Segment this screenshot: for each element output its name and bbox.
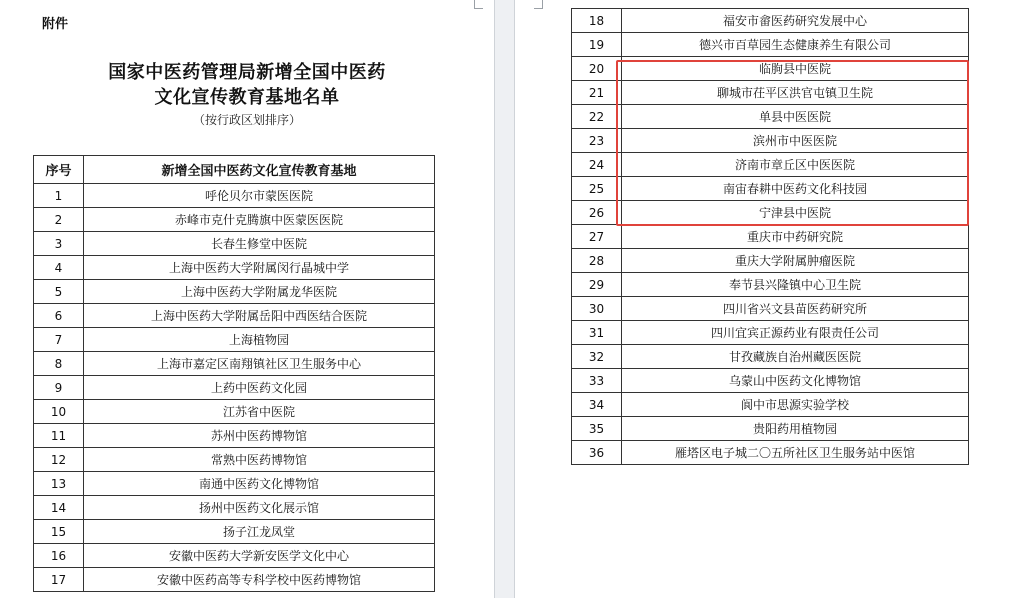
row-serial-number: 3 bbox=[34, 232, 84, 256]
row-base-name: 贵阳药用植物园 bbox=[622, 417, 969, 441]
table-row bbox=[34, 352, 435, 376]
row-serial-number: 36 bbox=[572, 441, 622, 465]
row-serial-number: 19 bbox=[572, 33, 622, 57]
row-base-name: 上海植物园 bbox=[84, 328, 435, 352]
row-base-name: 扬子江龙凤堂 bbox=[84, 520, 435, 544]
row-base-name: 福安市畲医药研究发展中心 bbox=[622, 9, 969, 33]
table-row bbox=[34, 448, 435, 472]
document-subtitle: （按行政区划排序） bbox=[192, 113, 301, 127]
row-serial-number: 1 bbox=[34, 184, 84, 208]
row-serial-number: 5 bbox=[34, 280, 84, 304]
row-base-name: 四川省兴文县苗医药研究所 bbox=[622, 297, 969, 321]
row-base-name: 苏州中医药博物馆 bbox=[84, 424, 435, 448]
page-corner-mark-left bbox=[474, 0, 483, 9]
row-base-name: 上海中医药大学附属龙华医院 bbox=[84, 280, 435, 304]
row-serial-number: 29 bbox=[572, 273, 622, 297]
table-row bbox=[34, 328, 435, 352]
table-row bbox=[34, 520, 435, 544]
row-serial-number: 30 bbox=[572, 297, 622, 321]
row-serial-number: 15 bbox=[34, 520, 84, 544]
header-serial-number: 序号 bbox=[34, 156, 84, 184]
row-base-name: 上海市嘉定区南翔镇社区卫生服务中心 bbox=[84, 352, 435, 376]
row-serial-number: 34 bbox=[572, 393, 622, 417]
row-serial-number: 7 bbox=[34, 328, 84, 352]
table-row bbox=[572, 345, 969, 369]
row-serial-number: 20 bbox=[572, 57, 622, 81]
row-serial-number: 18 bbox=[572, 9, 622, 33]
row-serial-number: 6 bbox=[34, 304, 84, 328]
table-row bbox=[34, 400, 435, 424]
table-row bbox=[34, 232, 435, 256]
row-serial-number: 11 bbox=[34, 424, 84, 448]
row-serial-number: 33 bbox=[572, 369, 622, 393]
table-row bbox=[572, 393, 969, 417]
row-base-name: 安徽中医药大学新安医学文化中心 bbox=[84, 544, 435, 568]
row-serial-number: 9 bbox=[34, 376, 84, 400]
header-base-name: 新增全国中医药文化宣传教育基地 bbox=[84, 156, 435, 184]
table-row bbox=[572, 369, 969, 393]
table-row bbox=[572, 129, 969, 153]
table-row bbox=[572, 153, 969, 177]
row-serial-number: 28 bbox=[572, 249, 622, 273]
row-base-name: 宁津县中医院 bbox=[622, 201, 969, 225]
table-row bbox=[34, 376, 435, 400]
table-row bbox=[572, 177, 969, 201]
row-serial-number: 35 bbox=[572, 417, 622, 441]
row-base-name: 滨州市中医医院 bbox=[622, 129, 969, 153]
table-row bbox=[572, 33, 969, 57]
row-base-name: 临朐县中医院 bbox=[622, 57, 969, 81]
table-row bbox=[572, 81, 969, 105]
row-serial-number: 16 bbox=[34, 544, 84, 568]
base-list-table-left bbox=[33, 155, 435, 592]
table-row bbox=[572, 225, 969, 249]
table-row bbox=[34, 472, 435, 496]
row-serial-number: 14 bbox=[34, 496, 84, 520]
table-row bbox=[572, 105, 969, 129]
row-base-name: 扬州中医药文化展示馆 bbox=[84, 496, 435, 520]
row-base-name: 常熟中医药博物馆 bbox=[84, 448, 435, 472]
row-base-name: 济南市章丘区中医医院 bbox=[622, 153, 969, 177]
row-base-name: 呼伦贝尔市蒙医医院 bbox=[84, 184, 435, 208]
table-row bbox=[572, 417, 969, 441]
row-serial-number: 2 bbox=[34, 208, 84, 232]
row-base-name: 德兴市百草园生态健康养生有限公司 bbox=[622, 33, 969, 57]
row-serial-number: 10 bbox=[34, 400, 84, 424]
row-serial-number: 32 bbox=[572, 345, 622, 369]
document-title-line1: 国家中医药管理局新增全国中医药 bbox=[108, 62, 386, 83]
row-base-name: 江苏省中医院 bbox=[84, 400, 435, 424]
row-base-name: 甘孜藏族自治州藏医医院 bbox=[622, 345, 969, 369]
table-row bbox=[34, 208, 435, 232]
table-row bbox=[572, 441, 969, 465]
table-row bbox=[572, 321, 969, 345]
row-serial-number: 21 bbox=[572, 81, 622, 105]
row-serial-number: 26 bbox=[572, 201, 622, 225]
table-row bbox=[34, 424, 435, 448]
table-row bbox=[34, 256, 435, 280]
row-base-name: 上药中医药文化园 bbox=[84, 376, 435, 400]
row-base-name: 雁塔区电子城二〇五所社区卫生服务站中医馆 bbox=[622, 441, 969, 465]
row-serial-number: 27 bbox=[572, 225, 622, 249]
row-base-name: 奉节县兴隆镇中心卫生院 bbox=[622, 273, 969, 297]
table-row bbox=[572, 273, 969, 297]
row-base-name: 南宙春耕中医药文化科技园 bbox=[622, 177, 969, 201]
row-serial-number: 17 bbox=[34, 568, 84, 592]
row-serial-number: 8 bbox=[34, 352, 84, 376]
row-base-name: 上海中医药大学附属闵行晶城中学 bbox=[84, 256, 435, 280]
row-base-name: 重庆大学附属肿瘤医院 bbox=[622, 249, 969, 273]
table-row bbox=[34, 280, 435, 304]
table-row bbox=[34, 496, 435, 520]
document-title-line2: 文化宣传教育基地名单 bbox=[154, 87, 340, 108]
row-base-name: 乌蒙山中医药文化博物馆 bbox=[622, 369, 969, 393]
row-serial-number: 23 bbox=[572, 129, 622, 153]
row-serial-number: 25 bbox=[572, 177, 622, 201]
table-row bbox=[34, 568, 435, 592]
table-header-row bbox=[34, 156, 435, 184]
table-row bbox=[34, 544, 435, 568]
row-base-name: 南通中医药文化博物馆 bbox=[84, 472, 435, 496]
attachment-label: 附件 bbox=[42, 17, 69, 32]
row-serial-number: 22 bbox=[572, 105, 622, 129]
table-row bbox=[34, 184, 435, 208]
row-base-name: 重庆市中药研究院 bbox=[622, 225, 969, 249]
row-base-name: 长春生修堂中医院 bbox=[84, 232, 435, 256]
row-base-name: 阆中市思源实验学校 bbox=[622, 393, 969, 417]
row-serial-number: 31 bbox=[572, 321, 622, 345]
row-base-name: 四川宜宾正源药业有限责任公司 bbox=[622, 321, 969, 345]
row-serial-number: 12 bbox=[34, 448, 84, 472]
table-row bbox=[34, 304, 435, 328]
row-base-name: 赤峰市克什克腾旗中医蒙医医院 bbox=[84, 208, 435, 232]
table-row bbox=[572, 249, 969, 273]
row-base-name: 上海中医药大学附属岳阳中西医结合医院 bbox=[84, 304, 435, 328]
table-row bbox=[572, 57, 969, 81]
row-serial-number: 24 bbox=[572, 153, 622, 177]
base-list-table-right bbox=[571, 8, 969, 465]
row-serial-number: 4 bbox=[34, 256, 84, 280]
table-row bbox=[572, 201, 969, 225]
row-base-name: 聊城市茌平区洪官屯镇卫生院 bbox=[622, 81, 969, 105]
page-corner-mark-right bbox=[534, 0, 543, 9]
row-serial-number: 13 bbox=[34, 472, 84, 496]
row-base-name: 单县中医医院 bbox=[622, 105, 969, 129]
table-row bbox=[572, 9, 969, 33]
table-row bbox=[572, 297, 969, 321]
row-base-name: 安徽中医药高等专科学校中医药博物馆 bbox=[84, 568, 435, 592]
